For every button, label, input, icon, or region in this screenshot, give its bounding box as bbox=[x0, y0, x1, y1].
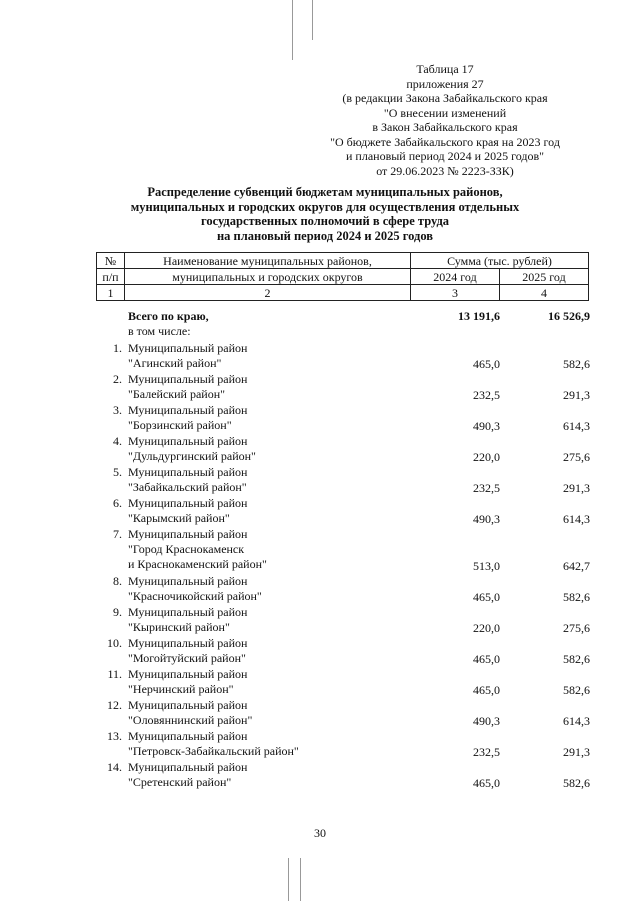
row-2024-value: 465,0 bbox=[473, 357, 500, 371]
row-name: Муниципальный район "Карымский район" bbox=[128, 496, 248, 525]
row-number: 3. bbox=[113, 403, 122, 417]
row-number: 1. bbox=[113, 341, 122, 355]
row-2024-value: 220,0 bbox=[473, 450, 500, 464]
row-2024-value: 232,5 bbox=[473, 388, 500, 402]
col-index: 4 bbox=[500, 285, 589, 301]
row-number: 5. bbox=[113, 465, 122, 479]
header-line: "О внесении изменений bbox=[383, 105, 507, 120]
table-row bbox=[96, 465, 590, 496]
row-number: 14. bbox=[107, 760, 122, 774]
header-line: и плановый период 2024 и 2025 годов" bbox=[345, 149, 545, 163]
table-row bbox=[96, 574, 590, 605]
row-2024-value: 490,3 bbox=[473, 512, 500, 526]
row-2024-value: 465,0 bbox=[473, 590, 500, 604]
title-line: на плановый период 2024 и 2025 годов bbox=[216, 228, 434, 243]
row-number: 10. bbox=[107, 636, 122, 650]
col-sum-header: Сумма (тыс. рублей) bbox=[411, 253, 589, 269]
page-number: 30 bbox=[314, 826, 326, 840]
table-row bbox=[96, 636, 590, 667]
row-name: Муниципальный район "Город Краснокаменск и Краснокаменский район" bbox=[128, 527, 267, 571]
row-2024-value: 490,3 bbox=[473, 419, 500, 433]
row-number: 11. bbox=[107, 667, 122, 681]
row-name: Муниципальный район "Агинский район" bbox=[128, 341, 248, 370]
row-2024-value: 465,0 bbox=[473, 683, 500, 697]
col-num-header-top: № bbox=[97, 253, 125, 269]
header-line: Таблица 17 bbox=[416, 62, 474, 76]
row-name: Муниципальный район "Могойтуйский район" bbox=[128, 636, 248, 665]
header-line: от 29.06.2023 № 2223-ЗЗК) bbox=[376, 163, 514, 178]
table-row bbox=[96, 605, 590, 636]
row-number: 2. bbox=[113, 372, 122, 386]
row-2025-value: 582,6 bbox=[563, 683, 590, 697]
row-number: 4. bbox=[113, 434, 122, 448]
row-2025-value: 291,3 bbox=[563, 745, 590, 759]
total-2024-value: 13 191,6 bbox=[458, 309, 500, 323]
row-2025-value: 582,6 bbox=[563, 652, 590, 666]
document-title bbox=[110, 185, 540, 243]
title-line: муниципальных и городских округов для осуществления отдельных bbox=[130, 199, 520, 214]
total-sublabel: в том числе: bbox=[128, 324, 191, 338]
col-2024-header: 2024 год bbox=[411, 269, 500, 285]
table-row bbox=[96, 760, 590, 791]
row-2025-value: 582,6 bbox=[563, 590, 590, 604]
row-2025-value: 291,3 bbox=[563, 388, 590, 402]
table-row-total bbox=[96, 309, 590, 341]
row-name: Муниципальный район "Борзинский район" bbox=[128, 403, 248, 432]
col-index: 1 bbox=[97, 285, 125, 301]
table-header bbox=[96, 252, 589, 301]
row-2025-value: 582,6 bbox=[563, 357, 590, 371]
row-number: 7. bbox=[113, 527, 122, 541]
scan-mark bbox=[300, 858, 301, 901]
scan-mark bbox=[312, 0, 313, 40]
row-2025-value: 291,3 bbox=[563, 481, 590, 495]
row-2025-value: 582,6 bbox=[563, 776, 590, 790]
row-name: Муниципальный район "Кыринский район" bbox=[128, 605, 248, 634]
row-2025-value: 275,6 bbox=[563, 621, 590, 635]
col-index: 2 bbox=[125, 285, 411, 301]
row-2024-value: 490,3 bbox=[473, 714, 500, 728]
col-name-header-bottom: муниципальных и городских округов bbox=[125, 269, 411, 285]
header-line: в Закон Забайкальского края bbox=[372, 120, 518, 134]
header-line: "О бюджете Забайкальского края на 2023 год bbox=[330, 134, 560, 149]
row-2024-value: 465,0 bbox=[473, 776, 500, 790]
table-row bbox=[96, 434, 590, 465]
row-2024-value: 232,5 bbox=[473, 745, 500, 759]
title-line: Распределение субвенций бюджетам муниципальных районов, bbox=[147, 185, 503, 199]
table-row bbox=[96, 496, 590, 527]
table-row bbox=[96, 667, 590, 698]
col-2025-header: 2025 год bbox=[500, 269, 589, 285]
table-row bbox=[96, 372, 590, 403]
row-2024-value: 232,5 bbox=[473, 481, 500, 495]
table-row bbox=[96, 698, 590, 729]
row-2025-value: 614,3 bbox=[563, 419, 590, 433]
row-name: Муниципальный район "Забайкальский район" bbox=[128, 465, 248, 494]
col-num-header-bottom: п/п bbox=[97, 269, 125, 285]
table-row bbox=[96, 403, 590, 434]
table-reference-header bbox=[300, 62, 590, 178]
row-name: Муниципальный район "Балейский район" bbox=[128, 372, 248, 401]
table-row bbox=[96, 527, 590, 574]
scan-mark bbox=[292, 0, 293, 60]
row-number: 6. bbox=[113, 496, 122, 510]
row-name: Муниципальный район "Красночикойский район" bbox=[128, 574, 262, 603]
col-index: 3 bbox=[411, 285, 500, 301]
row-name: Муниципальный район "Оловяннинский район" bbox=[128, 698, 253, 727]
title-line: государственных полномочий в сфере труда bbox=[200, 214, 450, 228]
row-name: Муниципальный район "Петровск-Забайкальский район" bbox=[128, 729, 299, 758]
table-body bbox=[96, 309, 590, 791]
table-row bbox=[96, 341, 590, 372]
col-name-header-top: Наименование муниципальных районов, bbox=[125, 253, 411, 269]
row-2025-value: 614,3 bbox=[563, 512, 590, 526]
row-number: 12. bbox=[107, 698, 122, 712]
row-number: 9. bbox=[113, 605, 122, 619]
total-2025-value: 16 526,9 bbox=[548, 309, 590, 323]
row-2025-value: 275,6 bbox=[563, 450, 590, 464]
row-2025-value: 642,7 bbox=[563, 559, 590, 573]
row-name: Муниципальный район "Дульдургинский район" bbox=[128, 434, 256, 463]
row-2025-value: 614,3 bbox=[563, 714, 590, 728]
scan-mark bbox=[288, 858, 289, 901]
row-2024-value: 220,0 bbox=[473, 621, 500, 635]
row-number: 8. bbox=[113, 574, 122, 588]
row-2024-value: 513,0 bbox=[473, 559, 500, 573]
total-label: Всего по краю, bbox=[128, 309, 209, 323]
row-number: 13. bbox=[107, 729, 122, 743]
table-row bbox=[96, 729, 590, 760]
row-name: Муниципальный район "Сретенский район" bbox=[128, 760, 248, 789]
header-line: (в редакции Закона Забайкальского края bbox=[342, 91, 548, 105]
row-2024-value: 465,0 bbox=[473, 652, 500, 666]
row-name: Муниципальный район "Нерчинский район" bbox=[128, 667, 248, 696]
header-line: приложения 27 bbox=[406, 76, 484, 91]
